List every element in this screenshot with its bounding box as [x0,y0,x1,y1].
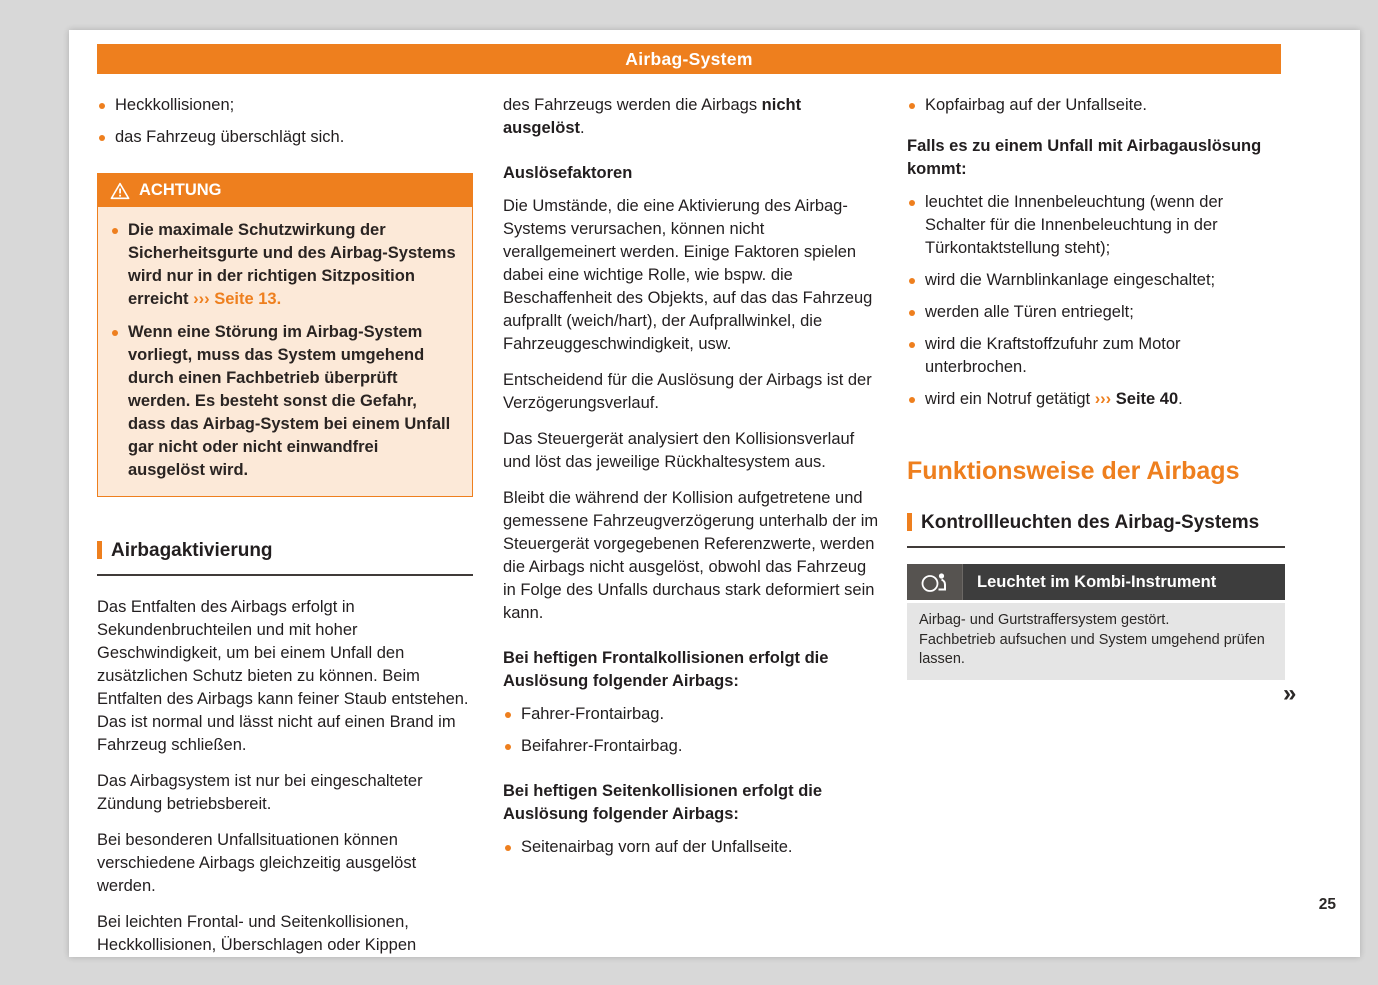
list-item-text: Fahrer-Frontairbag. [521,705,665,723]
warning-light-description [907,603,1285,680]
bullet-dot-icon [99,103,105,109]
list-item-text: Seitenairbag vorn auf der Unfallseite. [521,838,793,856]
paragraph: Das Steuergerät analysiert den Kollisionsverlauf und löst das jeweilige Rückhaltesystem aus. [503,430,855,471]
subheading-ausloesefaktoren: Auslösefaktoren [503,164,633,182]
warning-item-text [128,219,458,311]
warning-light-description-line: Fachbetrieb aufsuchen und System umgehend prüfen lassen. [919,631,1265,667]
column-right [907,94,1285,680]
paragraph: Das Entfalten des Airbags erfolgt in Sekundenbruchteilen und mit hoher Geschwindigkeit, um bei einem Unfall den zusätzlichen Schutz bieten zu können. Beim Entfalten des Airbags kann feiner Staub entstehen. Das ist normal und lässt nicht auf einen Brand im Fahrzeug schließen. [97,598,469,754]
page-ref-link[interactable]: ››› Seite 13. [193,290,282,308]
bullet-dot-icon [505,712,511,718]
list-item [907,388,1285,411]
column-middle [503,94,879,868]
paragraph: Die Umstände, die eine Aktivierung des Airbag-Systems verursachen, können nicht verallgemeinert werden. Einige Faktoren spielen dabei eine wichtige Rolle, wie bspw. die Beschaffenheit des Objekts, auf das das Fahrzeug aufprallt (weich/hart), der Aufprallwinkel, die Fahrzeuggeschwindigkeit, usw. [503,197,873,353]
warning-item [110,321,458,482]
page-title: Airbag-System [625,48,753,69]
paragraph-text: . [580,119,585,137]
warning-item-text-main: Die maximale Schutzwirkung der Sicherheitsgurte und des Airbag-Systems wird nur in der richtigen Sitzposition erreicht [128,221,456,308]
bullet-dot-icon [909,397,915,403]
list-item-text: wird die Kraftstoffzufuhr zum Motor unterbrochen. [925,335,1181,376]
page-number: 25 [1318,896,1336,913]
warning-item [110,219,458,311]
bullet-dot-icon [112,228,118,234]
section-title: Airbagaktivierung [111,540,273,561]
bullet-dot-icon [909,342,915,348]
list-item [97,126,473,149]
list-item [907,269,1285,292]
manual-page [69,30,1360,957]
list-item-text-main: wird ein Notruf getätigt [925,390,1091,408]
warning-triangle-icon [110,182,130,200]
page-ref-link[interactable]: Seite 40 [1115,390,1179,408]
list-item [503,735,879,758]
bullet-dot-icon [505,744,511,750]
bullet-dot-icon [909,200,915,206]
warning-light-table-header [907,564,1285,600]
subheading-seitenkollisionen: Bei heftigen Seitenkollisionen erfolgt die Auslösung folgender Airbags: [503,782,823,823]
list-item-text: Kopfairbag auf der Unfallseite. [925,96,1147,114]
paragraph-bold-text: nicht ausgelöst [503,96,802,137]
list-item-text: Beifahrer-Frontairbag. [521,737,683,755]
list-item [907,301,1285,324]
list-item-text: leuchtet die Innenbeleuchtung (wenn der Schalter für die Innenbeleuchtung in der Türkontaktstellung steht); [925,193,1224,257]
list-item-text: Heckkollisionen; [115,96,235,114]
subheading-frontalkollisionen: Bei heftigen Frontalkollisionen erfolgt die Auslösung folgender Airbags: [503,649,829,690]
heading-accent-bar [907,513,912,531]
bullet-dot-icon [99,135,105,141]
list-item-text [925,388,1285,411]
subheading-unfall-airbagausloesung: Falls es zu einem Unfall mit Airbagauslösung kommt: [907,137,1262,178]
column-left [97,94,473,970]
section-heading-airbagaktivierung [97,539,473,576]
warning-item-text: Wenn eine Störung im Airbag-System vorliegt, muss das System umgehend durch einen Fachbetrieb überprüft werden. Es besteht sonst die Gefahr, dass das Airbag-System bei einem Unfall gar nicht oder nicht einwandfrei ausgelöst wird. [128,323,451,479]
warning-light-description-line: Airbag- und Gurtstraffersystem gestört. [919,612,1170,628]
warning-box-header [98,174,472,207]
list-item [503,703,879,726]
paragraph: Bei leichten Frontal- und Seitenkollisionen, Heckkollisionen, Überschlagen oder Kippen [97,913,417,954]
list-item-text: wird die Warnblinkanlage eingeschaltet; [925,271,1216,289]
ref-arrows: ››› [1094,390,1112,408]
list-item-text-end: . [1178,390,1183,408]
bullet-dot-icon [909,103,915,109]
warning-title: ACHTUNG [139,181,222,199]
page-header-bar [97,44,1281,74]
chapter-heading-funktionsweise: Funktionsweise der Airbags [907,457,1240,485]
bullet-dot-icon [112,330,118,336]
paragraph [503,94,879,140]
bullet-dot-icon [505,845,511,851]
paragraph: Bleibt die während der Kollision aufgetretene und gemessene Fahrzeugverzögerung unterhalb der im Steuergerät vorgegebenen Referenzwerte, werden die Airbags nicht ausgelöst, obwohl das Fahrzeug in Folge des Unfalls durchaus stark deformiert sein kann. [503,489,879,622]
bullet-dot-icon [909,310,915,316]
warning-box-body [98,207,472,496]
section-heading-kontrollleuchten [907,511,1285,548]
list-item [907,333,1285,379]
list-item [503,836,879,859]
list-item-text: werden alle Türen entriegelt; [925,303,1134,321]
heading-accent-bar [97,541,102,559]
list-item [907,191,1285,260]
paragraph: Entscheidend für die Auslösung der Airbags ist der Verzögerungsverlauf. [503,371,872,412]
bullet-dot-icon [909,278,915,284]
paragraph: Bei besonderen Unfallsituationen können verschiedene Airbags gleichzeitig ausgelöst werden. [97,831,417,895]
warning-box [97,173,473,497]
list-item [97,94,473,117]
paragraph-text: des Fahrzeugs werden die Airbags [503,96,758,114]
paragraph: Das Airbagsystem ist nur bei eingeschalteter Zündung betriebsbereit. [97,772,423,813]
section-title: Kontrollleuchten des Airbag-Systems [921,512,1260,533]
list-item [907,94,1285,117]
airbag-warning-light-icon [907,564,963,600]
list-item-text: das Fahrzeug überschlägt sich. [115,128,345,146]
warning-light-table-title: Leuchtet im Kombi-Instrument [977,572,1217,591]
page-continuation-mark: » [1283,680,1297,707]
